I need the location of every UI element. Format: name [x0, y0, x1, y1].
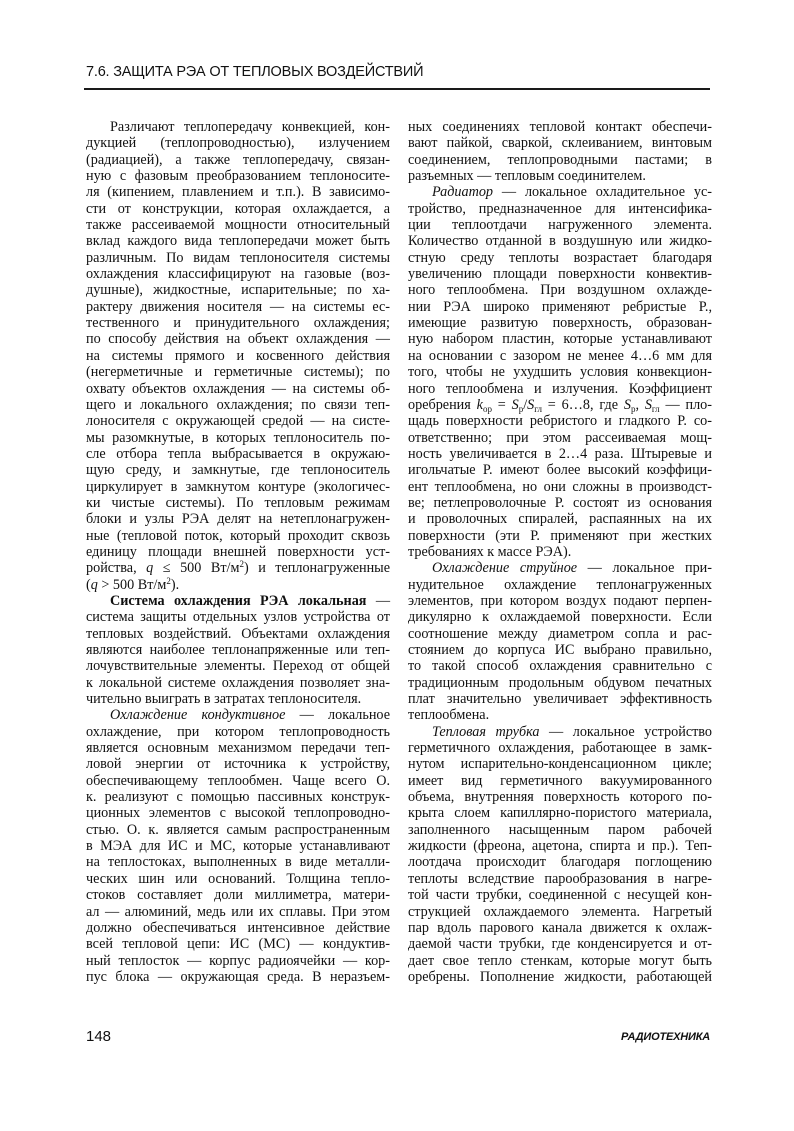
text-line: традиционным продольным обдувом печатных: [408, 674, 712, 691]
text-line: вают пайкой, сваркой, склеиванием, винтовым: [408, 135, 712, 152]
text-line: нудительное охлаждение теплонагруженных: [408, 576, 712, 593]
text-line: ции теплоотдачи нагруженного элемента.: [408, 217, 712, 234]
text-line: система защиты отдельных узлов устройства от: [86, 609, 390, 626]
text-line: ного теплообмена и излучения. Коэффициент: [408, 380, 712, 397]
term-heading-conductive: [86, 707, 390, 723]
text-line: щую среду, и замкнутые, где теплоноситель: [86, 462, 390, 479]
text-line: являются наиболее теплонапряженные или теп-: [86, 642, 390, 658]
text-line: тройство, предназначенное для интенсифика-: [408, 200, 712, 217]
text-line: разъемных — тепловым соединителем.: [408, 168, 646, 185]
text-line: той части трубки, соединенной с несущей кон-: [408, 887, 712, 904]
text-line: лоносителя с окружающей средой — на систе-: [86, 413, 390, 430]
text-line: ля (кипением, плавлением и т.п.). В зависимо-: [86, 184, 390, 201]
text-line: соединением, теплопроводными пастами; в: [408, 151, 712, 168]
text: — локальное устройство: [539, 723, 713, 740]
subscript: р: [518, 403, 524, 414]
text-line: даемой части трубки, где конденсируется и от-: [408, 936, 712, 953]
text-line: плат значительно увеличивает эффективность: [408, 691, 712, 708]
text-line: дает свое тепло стенкам, которые могут быть: [408, 952, 712, 969]
text-line: ную набором пластин, которые устанавливают: [408, 331, 712, 348]
text-line: блоки и узлы РЭА делят на нетеплонагружен-: [86, 511, 390, 528]
text-line: стью. О. к. является самым распространенным: [86, 821, 390, 838]
text-line: струкцией охлаждаемого элемента. Нагретый: [408, 903, 712, 920]
text-line: имеющие развитую поверхность, образован-: [408, 315, 712, 332]
text-line: на основании с зазором не менее 4…6 мм для: [408, 347, 712, 364]
text: — пло-: [659, 396, 712, 413]
text: > 500 Вт/м: [97, 576, 167, 593]
formula-line-q-high: [86, 577, 390, 593]
text: —: [366, 592, 390, 609]
term-italic: Охлаждение струйное: [432, 560, 578, 577]
var-s: S: [644, 396, 652, 413]
var-q: q: [90, 576, 98, 593]
text: ).: [170, 576, 180, 593]
text-line: имеет вид герметичного вакуумированного: [408, 772, 712, 789]
text-line: на теплостоках, выполненных в виде металли-: [86, 854, 390, 871]
text-line: (радиацией), а также теплопередачу, связан-: [86, 151, 390, 168]
text-line: ловой энергии от источника к устройству,: [86, 756, 390, 773]
text-line: увеличению площади поверхности конвектив-: [408, 266, 712, 283]
text-line: лоотдача происходит благодаря поглощению: [408, 854, 712, 871]
var-q: q: [146, 560, 154, 577]
text-line: рактеру движения носителя — на системы ес-: [86, 298, 390, 315]
text-line: охлаждение, при котором теплопроводность: [86, 723, 390, 740]
text-line: пар вдоль парового канала движется к охлаж-: [408, 919, 712, 936]
text-line: элементов, при котором воздух подают перпен-: [408, 592, 712, 609]
text-line: заполненного насыщенным паром рабочей: [408, 821, 712, 838]
text-line: нии РЭА широко применяют ребристые Р.,: [408, 298, 712, 315]
var-s: S: [511, 396, 519, 413]
text: = 6…8, где: [541, 396, 624, 413]
text-line: циркулирует в замкнутом контуре (экологичес-: [86, 478, 390, 495]
text-line: герметичного охлаждения, работающее в замк-: [408, 740, 712, 757]
text-line: ного теплообмена. При воздушном охлажде-: [408, 282, 712, 299]
text-line: ную с фазовым преобразованием теплоносите-: [86, 168, 390, 185]
text-line: вклад каждого вида теплопередачи может быть: [86, 233, 390, 250]
text-line: соотношение между диаметром сопла и рас-: [408, 625, 712, 642]
text-line: также рассеиваемой мощности относительный: [86, 217, 390, 234]
text-line: ческих шин или оснований. Толщина тепло-: [86, 870, 390, 887]
text-line: теплообмена.: [408, 707, 490, 724]
text-line: сти от конструкции, которая охлаждается, а: [86, 200, 390, 217]
text: ,: [635, 396, 645, 413]
var-s: S: [527, 396, 535, 413]
term-heading-jet-cooling: [408, 560, 712, 576]
formula-line-fin-coefficient: [408, 397, 712, 413]
term-heading-local-cooling: [86, 593, 390, 609]
text: /: [523, 396, 528, 413]
running-header: 7.6. ЗАЩИТА РЭА ОТ ТЕПЛОВЫХ ВОЗДЕЙСТВИЙ: [86, 64, 424, 80]
text-line: различным. По видам теплоносителя системы: [86, 249, 390, 266]
term-heading-heat-pipe: [408, 724, 712, 740]
text: =: [491, 396, 512, 413]
term-italic: Охлаждение кондуктивное: [110, 707, 286, 724]
text-line: крыта слоем капиллярно-пористого материала,: [408, 805, 712, 822]
text-line: объема, внутренняя поверхность которого по-: [408, 789, 712, 806]
text-line: мы разомкнутые, в которых теплоноситель по-: [86, 429, 390, 446]
header-rule: [84, 88, 710, 90]
text-line: сле отбора тепла выбрасывается в окружаю-: [86, 445, 390, 462]
text-line: ки чистые системы). По тепловым режимам: [86, 494, 390, 511]
text-line: чительно выиграть в затратах теплоносителя.: [86, 691, 362, 708]
text-line: обеспечивающему теплообмен. Чаще всего О.: [86, 772, 390, 789]
text-line: ность увеличивается в 2…4 раза. Штыревые и: [408, 445, 712, 462]
page-number: 148: [86, 1028, 112, 1045]
text-line: в МЭА для ИС и МС, которые устанавливают: [86, 838, 390, 855]
text-line: щадь поверхности ребристого и гладкого Р. со-: [408, 413, 712, 430]
text-line: всей тепловой цепи: ИС (МС) — кондуктив-: [86, 936, 390, 953]
text-line: тепловых воздействий. Объектами охлаждения: [86, 625, 390, 642]
text-line: лочувствительные элементы. Переход от общей: [86, 658, 390, 675]
text-line: ный теплосток — корпус радиоячейки — кор-: [86, 952, 390, 969]
text: — локальное охладительное ус-: [493, 184, 712, 201]
text-line: того, чтобы не ухудшить условия конвекцион-: [408, 364, 712, 381]
subscript: р: [630, 403, 636, 414]
text-line: пус блока — окружающая среда. В неразъем-: [86, 968, 390, 985]
text-line: жидкости (фреона, ацетона, спирта и пр.). Теп-: [408, 838, 712, 855]
text-line: ных соединениях тепловой контакт обеспечи-: [408, 119, 712, 135]
text-line: душные), жидкостные, испарительные; по ха-: [86, 282, 390, 299]
text-line: нутом испарительно-конденсационном цикле;: [408, 756, 712, 773]
subscript: гл: [651, 403, 660, 414]
subscript: ор: [482, 403, 492, 414]
text-line: Различают теплопередачу конвекцией, кон-: [110, 119, 390, 135]
text-line: ал — алюминий, медь или их сплавы. При этом: [86, 903, 390, 920]
text: ) и теплонагруженные: [243, 560, 391, 577]
text: оребрения: [408, 396, 477, 413]
text-line: стоянием до корпуса ИС выбрано правильно,: [408, 642, 712, 658]
text-line: стоков составляет доли миллиметра, матери-: [86, 887, 390, 904]
text-line: ответственно; при этом рассеиваемая мощ-: [408, 429, 712, 446]
text-line: и проволочных спиралей, распаянных на их: [408, 511, 712, 528]
text-line: дикулярно к охлаждаемой поверхности. Если: [408, 609, 712, 626]
text-line: поверхности (эти Р. применяют при жестких: [408, 527, 712, 544]
text-line: ные (тепловой поток, который проходит сквозь: [86, 527, 390, 544]
text-line: (негерметичные и герметичные системы); по: [86, 364, 390, 381]
term-italic: Тепловая трубка: [432, 723, 540, 740]
formula-line-q-low: [86, 560, 390, 576]
text-line: ве; петлепроволочные Р. состоят из основания: [408, 494, 712, 511]
right-column: [408, 119, 712, 985]
term-italic: Радиатор: [432, 184, 494, 201]
text: ≤ 500 Вт/м: [153, 560, 240, 577]
text-line: Количество отданной в воздушную или жидко-: [408, 233, 712, 250]
text-line: щего и локального охлаждения; по связи теп-: [86, 396, 390, 413]
journal-name: РАДИОТЕХНИКА: [621, 1031, 710, 1043]
left-column: [86, 119, 390, 985]
text-line: тественного и принудительного охлаждения;: [86, 315, 390, 332]
text-line: теплоты вследствие парообразования в нагре-: [408, 870, 712, 887]
text-line: должно обеспечиваться интенсивное действие: [86, 919, 390, 936]
superscript: 2: [166, 575, 171, 586]
text-line: является основным механизмом передачи теп-: [86, 740, 390, 757]
text-line: охлаждения классифицируют на газовые (воз-: [86, 266, 390, 283]
text-line: требованиях к массе РЭА).: [408, 543, 572, 560]
text: ройства,: [86, 560, 147, 577]
text-line: игольчатые Р. имеют более высокий коэффици-: [408, 462, 712, 479]
text: — локальное: [285, 707, 390, 724]
text-line: к локальной системе охлаждения позволяет зна-: [86, 674, 390, 691]
term-heading-radiator: [408, 184, 712, 200]
text-line: стную среду теплоты возрастает благодаря: [408, 249, 712, 266]
text-line: на системы прямого и косвенного действия: [86, 347, 390, 364]
term-bold: Система охлаждения РЭА локальная: [110, 592, 367, 609]
text-line: дукцией (теплопроводностью), излучением: [86, 135, 390, 152]
text: — локальное при-: [577, 560, 712, 577]
var-s: S: [623, 396, 631, 413]
text-line: оребрены. Пополнение жидкости, работающей: [408, 968, 712, 985]
text-line: по способу действия на объект охлаждения —: [86, 331, 390, 348]
text-line: то такой способ охлаждения сравнительно с: [408, 658, 712, 675]
subscript: гл: [534, 403, 542, 414]
text-line: охвату объектов охлаждения — на системы об-: [86, 380, 390, 397]
text-line: ент теплообмена, но они сложны в производст-: [408, 478, 712, 495]
text-line: единицу площади внешней поверхности уст-: [86, 543, 390, 560]
text-line: к. реализуют с помощью пассивных конструк-: [86, 789, 390, 806]
text: (: [86, 576, 91, 593]
var-k: k: [476, 396, 483, 413]
superscript: 2: [239, 559, 244, 570]
text-line: ционных элементов с высокой теплопроводно-: [86, 805, 390, 822]
